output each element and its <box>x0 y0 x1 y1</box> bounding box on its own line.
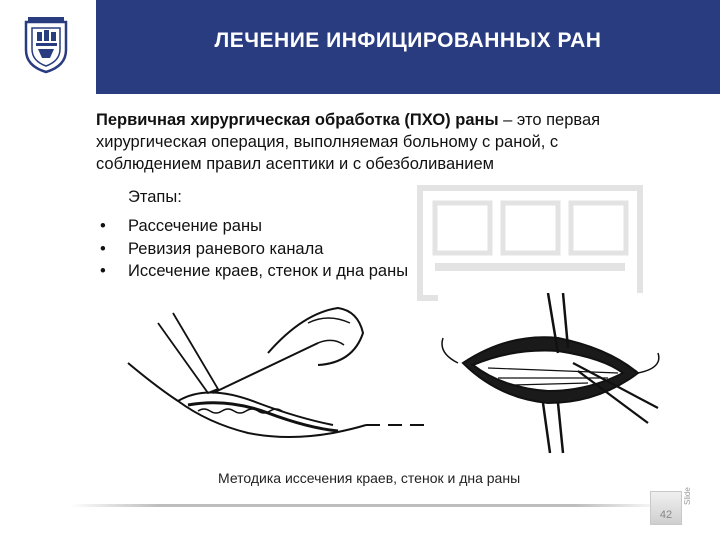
page-number-box <box>650 491 682 525</box>
intro-definition: – это первая хирургическая операция, выполняемая больному с раной, с соблюдением правил асептики и с обезболиванием <box>96 111 601 173</box>
bullet: • <box>100 239 106 258</box>
university-crest-icon <box>22 16 70 74</box>
wound-retraction-drawing <box>438 293 668 453</box>
list-item-text: Иссечение краев, стенок и дна раны <box>128 262 409 280</box>
intro-paragraph <box>96 109 666 175</box>
surgical-illustration <box>118 293 678 473</box>
list-item <box>100 260 408 283</box>
wound-excision-drawing <box>128 308 424 437</box>
vertical-label: Slide <box>683 487 692 505</box>
page-number: 42 <box>659 509 673 521</box>
list-item <box>100 215 408 238</box>
footer-divider <box>70 504 664 507</box>
list-item <box>100 238 408 261</box>
stages-heading: Этапы: <box>128 188 182 206</box>
title-bar <box>96 0 720 94</box>
logo-area <box>0 0 97 94</box>
bullet: • <box>100 262 106 280</box>
slide-title: ЛЕЧЕНИЕ ИНФИЦИРОВАННЫХ РАН <box>214 29 602 52</box>
stages-list <box>100 215 408 283</box>
list-item-text: Ревизия раневого канала <box>128 239 324 258</box>
intro-term: Первичная хирургическая обработка (ПХО) раны <box>96 111 499 129</box>
illustration-caption: Методика иссечения краев, стенок и дна раны <box>218 470 521 486</box>
bullet: • <box>100 217 106 235</box>
list-item-text: Рассечение раны <box>128 217 262 235</box>
watermark-crest <box>415 183 645 303</box>
